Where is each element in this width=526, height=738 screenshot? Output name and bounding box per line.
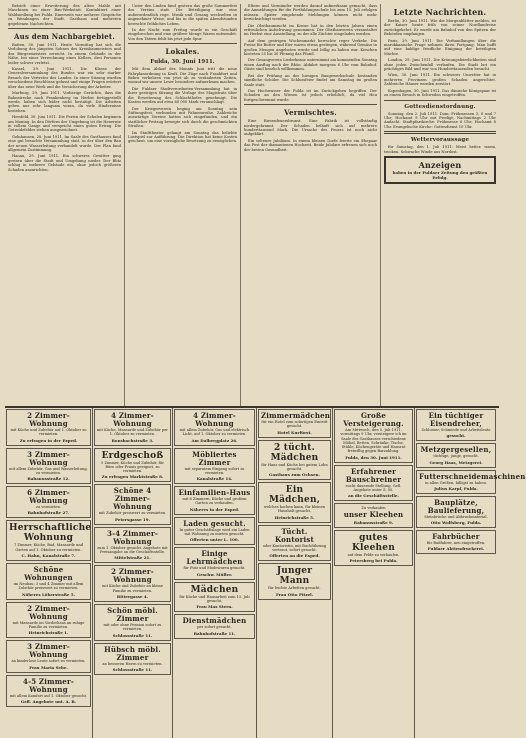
ad-text: zu vermieten. [36, 505, 61, 510]
ad-title: Laden gesucht. [183, 518, 246, 528]
column-1 [5, 4, 125, 406]
classified-ad [94, 565, 171, 602]
ad-signature: an die Geschäftsstelle. [348, 493, 399, 499]
ad-title: Mädchen [190, 584, 239, 595]
ad-text: Schlosser, Schmiede und Arbeitsleute [421, 428, 491, 432]
ad-signature: Rabanusstraße 12. [27, 476, 70, 482]
ad-title: Tücht. Kontorist [275, 526, 314, 544]
ad-text: mit allem Zubehör, Gas und elektrisch Licht, auf 1. Oktober zu vermieten. [179, 428, 250, 437]
ad-title: Einfamilien-Haus [178, 488, 251, 498]
classified-ad [334, 530, 413, 566]
ad-signature: Näheres Löherstraße 5. [22, 591, 75, 597]
article-paragraph: In der Nacht zum Freitag wurde in ein Geschäft eingebrochen und eine größere Menge Waren entwendet. Von den Tätern fehlt bis jetzt jede Spur. [128, 28, 237, 41]
ad-title: Ein Mädchen, [268, 485, 321, 506]
dateline: Fulda, 30. Juni 1911. [150, 59, 215, 66]
ad-text: welches kochen kann, für kleinen Haushalt gesucht. [263, 505, 326, 514]
ad-title: 3-4 Zimmer-Wohnung [107, 528, 158, 546]
section-heading-vermischtes: Vermischtes. [284, 108, 337, 118]
ad-text: zum 1. Oktober gesucht. Angebote mit Preisangabe an die Geschäftsstelle. [97, 545, 168, 555]
classified-ad [94, 448, 171, 483]
classified-ad [174, 517, 255, 546]
ad-signature: Schlossstraße 11. [112, 632, 153, 638]
ad-text: mit Küche und Zubehör auf 1. Oktober zu vermieten. [10, 428, 87, 437]
ad-signature: Mittelstraße 21. [114, 555, 151, 561]
ad-text: für ein Hotel zum sofortigen Eintritt gesucht. [261, 420, 328, 429]
ad-text: mit Küche und Zubehör an kleine Familie zu vermieten. [102, 584, 163, 593]
classified-ad [416, 470, 526, 494]
ad-signature: Petersberg bei Fulda. [349, 557, 398, 563]
classified-ad [6, 563, 91, 600]
divider [384, 131, 496, 134]
classified-ad [6, 448, 91, 485]
classified-ad [258, 563, 331, 599]
ad-text: tüchtige, junge, gesucht. [433, 454, 479, 459]
ad-text: Am Mittwoch, den 5. Juli 1911, vormittags 9 Uhr, versteigere ich im Saale des Gasthauses verschiedene Möbel, Betten, Schränke, Tische, Stühle, Küchengeräte und Hausrat freiwillig gegen Barzahlung. [340, 428, 407, 454]
ad-text: für Küche und Hausarbeit zum 15. Juli gesucht. [179, 594, 250, 603]
classified-ad [334, 409, 413, 463]
ad-title: Schöne 4 Zimmer-Wohnung [113, 486, 152, 512]
classified-ad [6, 602, 91, 639]
ad-text: mit allem Zubehör, Gas und Wasserleitung, zu vermieten. [9, 466, 88, 475]
ad-signature: Schlossstraße 11. [112, 666, 153, 672]
ads-column-6 [415, 408, 526, 738]
ad-title: unser Kleehen [343, 509, 404, 519]
ad-signature: Am Dalbergplatz 26. [191, 437, 238, 443]
ads-column-3 [173, 408, 257, 738]
ad-title: 3 Zimmer-Wohnung [27, 449, 70, 467]
ad-text: In guter Geschäftslage wird ein Laden mit Wohnung zu mieten gesucht. [179, 527, 250, 537]
article-paragraph: Gelnhausen, 28. Juni 1911. Im Saale des Gasthauses fand eine gut besuchte Versammlung statt, in der über den Bau der neuen Wasserleitung verhandelt wurde. Der Plan fand allgemein Zustimmung. [8, 134, 121, 152]
ad-signature: Offerten an die Exped. [269, 553, 320, 559]
ad-title: Schöne Wohnungen [24, 565, 73, 583]
article-paragraph: Das Hochwasser der Fulda ist im Zurückgehen begriffen. Der Schaden an den Wiesen ist jedoch erheblich, da viel Heu fortgeschwemmt wurde. [244, 88, 377, 102]
classified-ad [258, 482, 331, 523]
classified-ad [6, 640, 91, 672]
ad-text: im Neubau, 3 und 4 Zimmer mit allem Zubehör preiswert zu vermieten. [13, 582, 84, 591]
ad-title: 4 Zimmer-Wohnung [111, 411, 154, 428]
ad-title: Erdgeschoß [101, 450, 164, 461]
classified-ad [6, 486, 91, 518]
ads-column-5 [333, 408, 415, 738]
ad-text: mit Küche, Mansarde und Zubehör per 1. Oktober zu vermieten. [97, 428, 169, 437]
ad-signature: gesucht. [446, 433, 466, 439]
ad-signature: Fulda, den 30. Juni 1911. [345, 454, 402, 460]
classified-ad [94, 604, 171, 641]
ad-text: 5 Zimmer, Küche und Zubehör, für Büro oder Praxis geeignet, zu vermieten. [101, 460, 164, 474]
ad-title: 3 Zimmer-Wohnung [27, 642, 70, 660]
ad-title: 2 Zimmer-Wohnung [27, 603, 70, 621]
classified-ad [174, 409, 255, 446]
classified-ad [258, 525, 331, 562]
article-paragraph: Die Obstbaumzucht im Kreise hat in den letzten Jahren einen erfreulichen Aufschwung genommen. Der Obstbauverein veranstaltet im Herbst eine Ausstellung, zu der alle Züchter eingeladen werden. [244, 23, 377, 37]
anzeigen-heading: Anzeigen [418, 159, 462, 170]
ad-text: für Putz und Modewaren gesucht. [183, 566, 246, 571]
ad-signature: Bahnhofstraße 11. [193, 630, 236, 636]
ad-title: Futterschneidemaschinen [419, 471, 526, 481]
ad-signature: Heinrichstraße 1. [28, 630, 69, 636]
ad-signature: Julius Karpf, Fulda. [434, 485, 478, 491]
column-4 [381, 4, 499, 406]
ad-text: mit 6 Zimmern, Küche und großem Garten zu verkaufen. [182, 497, 247, 506]
ad-title: Herrschaftliche Wohnung [9, 523, 92, 544]
ad-signature: Heinrichstraße 5. [274, 514, 315, 520]
ad-text: mit oder ohne Pension sofort zu vermieten. [103, 622, 162, 632]
ad-text: mit separatem Eingang sofort zu vermieten. [184, 466, 245, 475]
ad-signature: Frau Max Stern. [196, 604, 233, 610]
ads-column-1 [5, 408, 93, 738]
ad-title: Große Versteigerung. [343, 411, 404, 428]
column-3 [241, 4, 381, 406]
anzeigen-subheading: haben in der Fuldaer Zeitung den größten Erfolg. [392, 169, 488, 180]
article-paragraph: Mit dem Ablauf des Monats Juni tritt die neue Fahrplanordnung in Kraft. Die Züge nach Frankfurt und Bebra verkehren von jetzt ab zu veränderten Zeiten, worauf wir unsere Leser besonders aufmerksam machen. [128, 67, 237, 85]
section-heading-lokales: Lokales. [165, 47, 200, 57]
ad-signature: Frau Maria Sebe. [29, 664, 68, 670]
article-paragraph: Der Kriegerverein beging am Sonntag sein Stiftungsfest, verbunden mit Fahnenweihe. Zahlreiche auswärtige Vereine hatten sich eingefunden, und ein stattlicher Festzug bewegte sich durch die geschmückten Straßen. [128, 106, 237, 129]
ad-signature: Rabanusstraße 9. [353, 519, 394, 525]
article-paragraph: Kassel, 29. Juni 1911. Die Klasse der Generalversammlung des Bundes war ein sehr starker Besuch der Vertreter des Landes. In einer Sitzung wurden verschiedene Beschlüsse gefasst und einige Fragen erörtert über das neue Werk und die Versicherung der Arbeiter. [8, 67, 121, 89]
ad-signature: Otto Wolfsberg, Fulda. [430, 520, 482, 526]
classified-ad [94, 484, 171, 524]
ad-signature: Näheres in der Exped. [189, 506, 240, 512]
ads-column-2 [93, 408, 173, 738]
section-heading-wetter: Wettervoraussage [410, 137, 470, 144]
divider [128, 43, 237, 44]
divider [384, 100, 496, 101]
ad-text: an kinderlose Leute sofort zu vermieten. [11, 659, 86, 664]
section-heading-letzte-nachrichten: Letzte Nachrichten. [393, 7, 487, 17]
article-paragraph: Eine Riesenfeuersbrunst. Eine Fabrik ist vollständig niedergebrannt. Der Schaden beläuft sich auf mehrere hunderttausend Mark. Die Ursache des Feuers ist noch nicht aufgeklärt. [244, 119, 377, 137]
ad-signature: Rittergasse 4. [116, 593, 149, 599]
ad-signature: Petersgasse 19. [115, 516, 150, 522]
article-paragraph: Batten, 30. Juni 1911. Heute Vormittag hat sich die Verlobung des jüngsten Sohnes des Kreisbaumeisters und des Bürgermeisters erreicht. In einem Gebäude in der Nähe, bei einer Verrechnung eines Kellers, drei Personen leider schwer verletzt. [8, 43, 121, 65]
ad-title: Bauplätze, Baulieferung, [427, 497, 485, 515]
ad-text: Zu verkaufen [361, 506, 386, 511]
article-paragraph: Sonntag, den 2. Juli 1911. Dom: Frühmessen 5, 6 und 7 Uhr; Hochamt 9 Uhr mit Predigt; Nachmittags 2 Uhr Andacht. Stadtpfarrkirche: Frühmesse 6 Uhr; Hochamt 8 Uhr. Evangelische Kirche: Gottesdienst 10 Uhr. [384, 111, 496, 129]
classified-ad [174, 547, 255, 579]
ad-text: mit Mansarde im Vorderhaus an ruhige Familie zu vermieten. [12, 620, 85, 629]
ads-column-4 [257, 408, 333, 738]
divider [244, 104, 377, 105]
article-paragraph: Paris, 29. Juni 1911. Die Verhandlungen über die marokkanische Frage nehmen ihren Fortgang. Man hofft auf eine baldige friedliche Einigung der beteiligten Mächte. [384, 38, 496, 56]
classified-ad [174, 614, 255, 638]
ad-text: für Haus und Küche bei gutem Lohn gesucht. [261, 462, 328, 471]
article-paragraph: Ein seltenes Jubiläum. In einem kleinen Dorfe feierte ein Ehepaar das Fest der diamantenen Hochzeit. Beide Jubilare erfreuen sich noch der besten Gesundheit. [244, 138, 377, 152]
ad-signature: Kanalstraße 14. [196, 476, 233, 482]
ad-title: 2 tücht. Mädchen [270, 442, 319, 463]
classified-ad [174, 448, 255, 485]
ad-text: sucht dauernde Stellung. Gefl. Angebote unter S. 55. [345, 483, 402, 493]
ad-signature: Zu erfragen in der Exped. [19, 437, 78, 443]
classified-ad [6, 675, 91, 707]
ad-title: Einige Lehrmädchen [186, 549, 243, 567]
ad-title: Fahrbücher [432, 532, 480, 542]
article-paragraph: Unter den Linden fand gestern das große Sommerfest des Vereins statt. Die Beteiligung war eine außerordentlich rege. Musik und Gesang wechselten in angenehmer Weise, und bis in die späten Abendstunden herrschte fröhliches Leben. [128, 4, 237, 26]
ad-title: 4-5 Zimmer-Wohnung [23, 676, 74, 694]
ad-text: in allen Größen, billigst zu haben. [425, 480, 487, 485]
article-paragraph: Auf dem gestrigen Wochenmarkt herrschte reger Verkehr. Die Preise für Butter und Eier waren etwas gestiegen, während Gemüse in großen Mengen angeboten wurde und billig zu haben war. Kirschen kosteten 25 bis 30 Pfennig das Pfund. [244, 38, 377, 57]
ad-text: an besseren Herrn zu vermieten. [102, 661, 163, 666]
ad-title: 4 Zimmer-Wohnung [193, 411, 236, 428]
ad-signature: Geschw. Müller. [196, 571, 233, 577]
classified-ad [6, 409, 91, 446]
classified-ad [94, 643, 171, 675]
ad-title: Hübsch möbl. Zimmer [104, 644, 161, 662]
ad-title: Möbliertes Zimmer [192, 449, 237, 467]
ad-title: Schön möbl. Zimmer [107, 605, 158, 623]
article-paragraph: Der Gesangverein Liederkranz unternimmt am kommenden Sonntag einen Ausflug nach der Rhön. Abfahrt morgens 6 Uhr vom Bahnhof. Gäste sind herzlich willkommen. [244, 58, 377, 72]
classified-ad [6, 520, 91, 561]
article-section [5, 4, 499, 406]
section-heading-gottesdienst: Gottesdienstordnung. [404, 103, 476, 110]
ad-title: Zimmermädchen [261, 411, 331, 420]
ad-title: 2 Zimmer-Wohnung [27, 411, 70, 428]
ad-title: 2 Zimmer-Wohnung [111, 567, 154, 585]
article-paragraph: Hanau, 29. Juni 1911. Ein schweres Gewitter ging gestern über die Stadt und Umgebung nieder. Der Blitz schlug in mehrere Gebäude ein, ohne jedoch größeren Schaden anzurichten. [8, 154, 121, 172]
article-paragraph: London, 29. Juni 1911. Die Krönungsfeierlichkeiten sind ohne jeden Zwischenfall verlaufen. Die Stadt bot ein prächtiges Bild und war von Hunderttausenden besucht. [384, 58, 496, 72]
ad-text: mit allem Komfort auf 1. Oktober gesucht. [9, 693, 88, 698]
ad-title: 6 Zimmer-Wohnung [27, 488, 70, 506]
divider [8, 28, 121, 29]
article-paragraph: für Samstag, den 1. Juli 1911: Meist heiter, warm, trocken. Schwache Winde aus Nordost. [384, 145, 496, 154]
ad-signature: C. Hahn, Kanalstraße 7. [21, 553, 76, 559]
classified-ad [416, 443, 496, 467]
classified-ad [334, 465, 413, 502]
ad-text: per sofort gesucht. [197, 625, 232, 630]
article-paragraph: Berlin, 30. Juni 1911. Wie die Morgenblätter melden, ist der Kaiser heute früh von seiner Nordlandreise zurückgekehrt. Er wurde am Bahnhof von den Spitzen der Behörden empfangen. [384, 19, 496, 37]
classified-ad [174, 486, 255, 515]
ad-text: oder Kontoristin, mit Buchführung vertraut, sofort gesucht. [262, 543, 327, 553]
article-paragraph: Marburg, 29. Juni 1911. Vorherige Gerüchte, dass die Bahnstrecke nach Frankenberg im Herbst fertiggestellt werde, haben sich leider nicht bestätigt. Die Arbeiten gehen nur sehr langsam voran, da viele Hindernisse bestehen. [8, 91, 121, 113]
ad-title: Junger Mann [276, 566, 313, 587]
article-paragraph: Bei der Prüfung an der hiesigen Baugewerkschule bestanden sämtliche Schüler. Die Schlussfeier findet am Samstag im großen Saale statt. [244, 73, 377, 87]
ad-signature: Hotel Kurfürst. [277, 429, 312, 435]
ad-text: Steinbrüche und Abbruchmaterial. [424, 514, 488, 519]
ad-signature: Ronsbachstraße 3. [111, 437, 154, 443]
column-2 [125, 4, 241, 406]
ad-signature: Frau Otto Pitzel. [275, 591, 314, 597]
article-paragraph: Kopenhagen, 30. Juni 1911. Das dänische Königspaar ist zu einem Besuch in Schweden eingetroffen. [384, 88, 496, 98]
ad-text: für leichte Arbeiten gesucht. [268, 586, 321, 591]
anzeigen-banner [384, 156, 496, 184]
classified-ad [174, 582, 255, 613]
article-paragraph: Die Fuldaer Stadtverordneten-Versammlung hat in ihrer gestrigen Sitzung die Vorlage des Magistrats über die Erweiterung des Schlachthofes genehmigt. Die Kosten werden auf etwa 60 000 Mark veranschlagt. [128, 86, 237, 105]
article-paragraph: Hersfeld, 30. Juni 1911. Die Ferien der Schulen beginnen am Montag. In den Dörfern der Umgebung ist die Heuernte in vollem Gange und verspricht einen guten Ertrag. Die Getreidefelder stehen ausgezeichnet. [8, 115, 121, 133]
ad-signature: Gasthaus zum Ochsen. [269, 472, 320, 478]
ad-signature: Fuldaer Aktiendruckerei. [427, 546, 485, 552]
classified-ad [94, 527, 171, 564]
ad-signature: Zu erfragen Marktstraße 8. [101, 474, 164, 480]
ad-title: Erfahrener Bauschreiner [345, 466, 402, 484]
ad-text: auf dem Felde zu verkaufen. [347, 552, 400, 557]
ad-signature: Bahnhofstraße 27. [27, 510, 70, 516]
classified-ad [94, 409, 171, 446]
article-paragraph: Eltern und Vormünder werden darauf aufmerksam gemacht, dass die Anmeldungen für die Fortbildungsschule bis zum 15. Juli erfolgen müssen. Später eingehende Meldungen können nicht mehr berücksichtigt werden. [244, 4, 377, 22]
section-heading-nachbargebiet: Aus dem Nachbargebiet. [14, 32, 115, 42]
ad-signature: Georg Haas, Metzgerei. [429, 459, 483, 465]
ad-title: gutes Kleehen [352, 532, 395, 553]
classified-ad [258, 440, 331, 481]
classified-ad [334, 503, 413, 527]
ad-text: 7 Zimmer, Küche, Bad, Mansarde und Garten auf 1. Oktober zu vermieten. [14, 543, 83, 552]
ad-title: Metzgergesellen, [420, 445, 492, 455]
article-paragraph: Wien, 30. Juni 1911. Ein schweres Unwetter hat in mehreren Provinzen großen Schaden angerichtet. Zahlreiche Häuser wurden zerstört. [384, 73, 496, 87]
ad-title: Dienstmädchen [182, 616, 247, 626]
classified-ad [416, 530, 496, 554]
ad-signature: Gefl. Angebote unt. A. B. [20, 698, 77, 704]
classified-ad [258, 409, 331, 438]
article-paragraph: Betrieb einer Erweiterung des alten Mahle mit Maschinen zu einer Bau-Werkstatt. Kontaktiert einer Waldsiedlung bei Fulda. Einerseits war mehrere Gespräche zu Wendungen der Stadt, Gasthaus und mehreren gegebenen Nachrichten. [8, 4, 121, 26]
ad-title: Ein tüchtiger Eisendreher, [428, 411, 484, 428]
ad-signature: Offerten unter L. 100. [189, 537, 240, 543]
ad-text: mit Zubehör preiswert zu vermieten. [98, 511, 167, 516]
classified-ad [416, 496, 496, 528]
ad-text: für Radfahrer, neu eingetroffen. [426, 541, 486, 546]
classified-ads-section [5, 406, 526, 738]
classified-ad [416, 409, 496, 441]
article-paragraph: Im Stadttheater gelangt am Sonntag das beliebte Lustspiel zur Aufführung. Die Direktion hat keine Kosten gescheut, um eine vorzügliche Besetzung zu ermöglichen. [128, 130, 238, 144]
